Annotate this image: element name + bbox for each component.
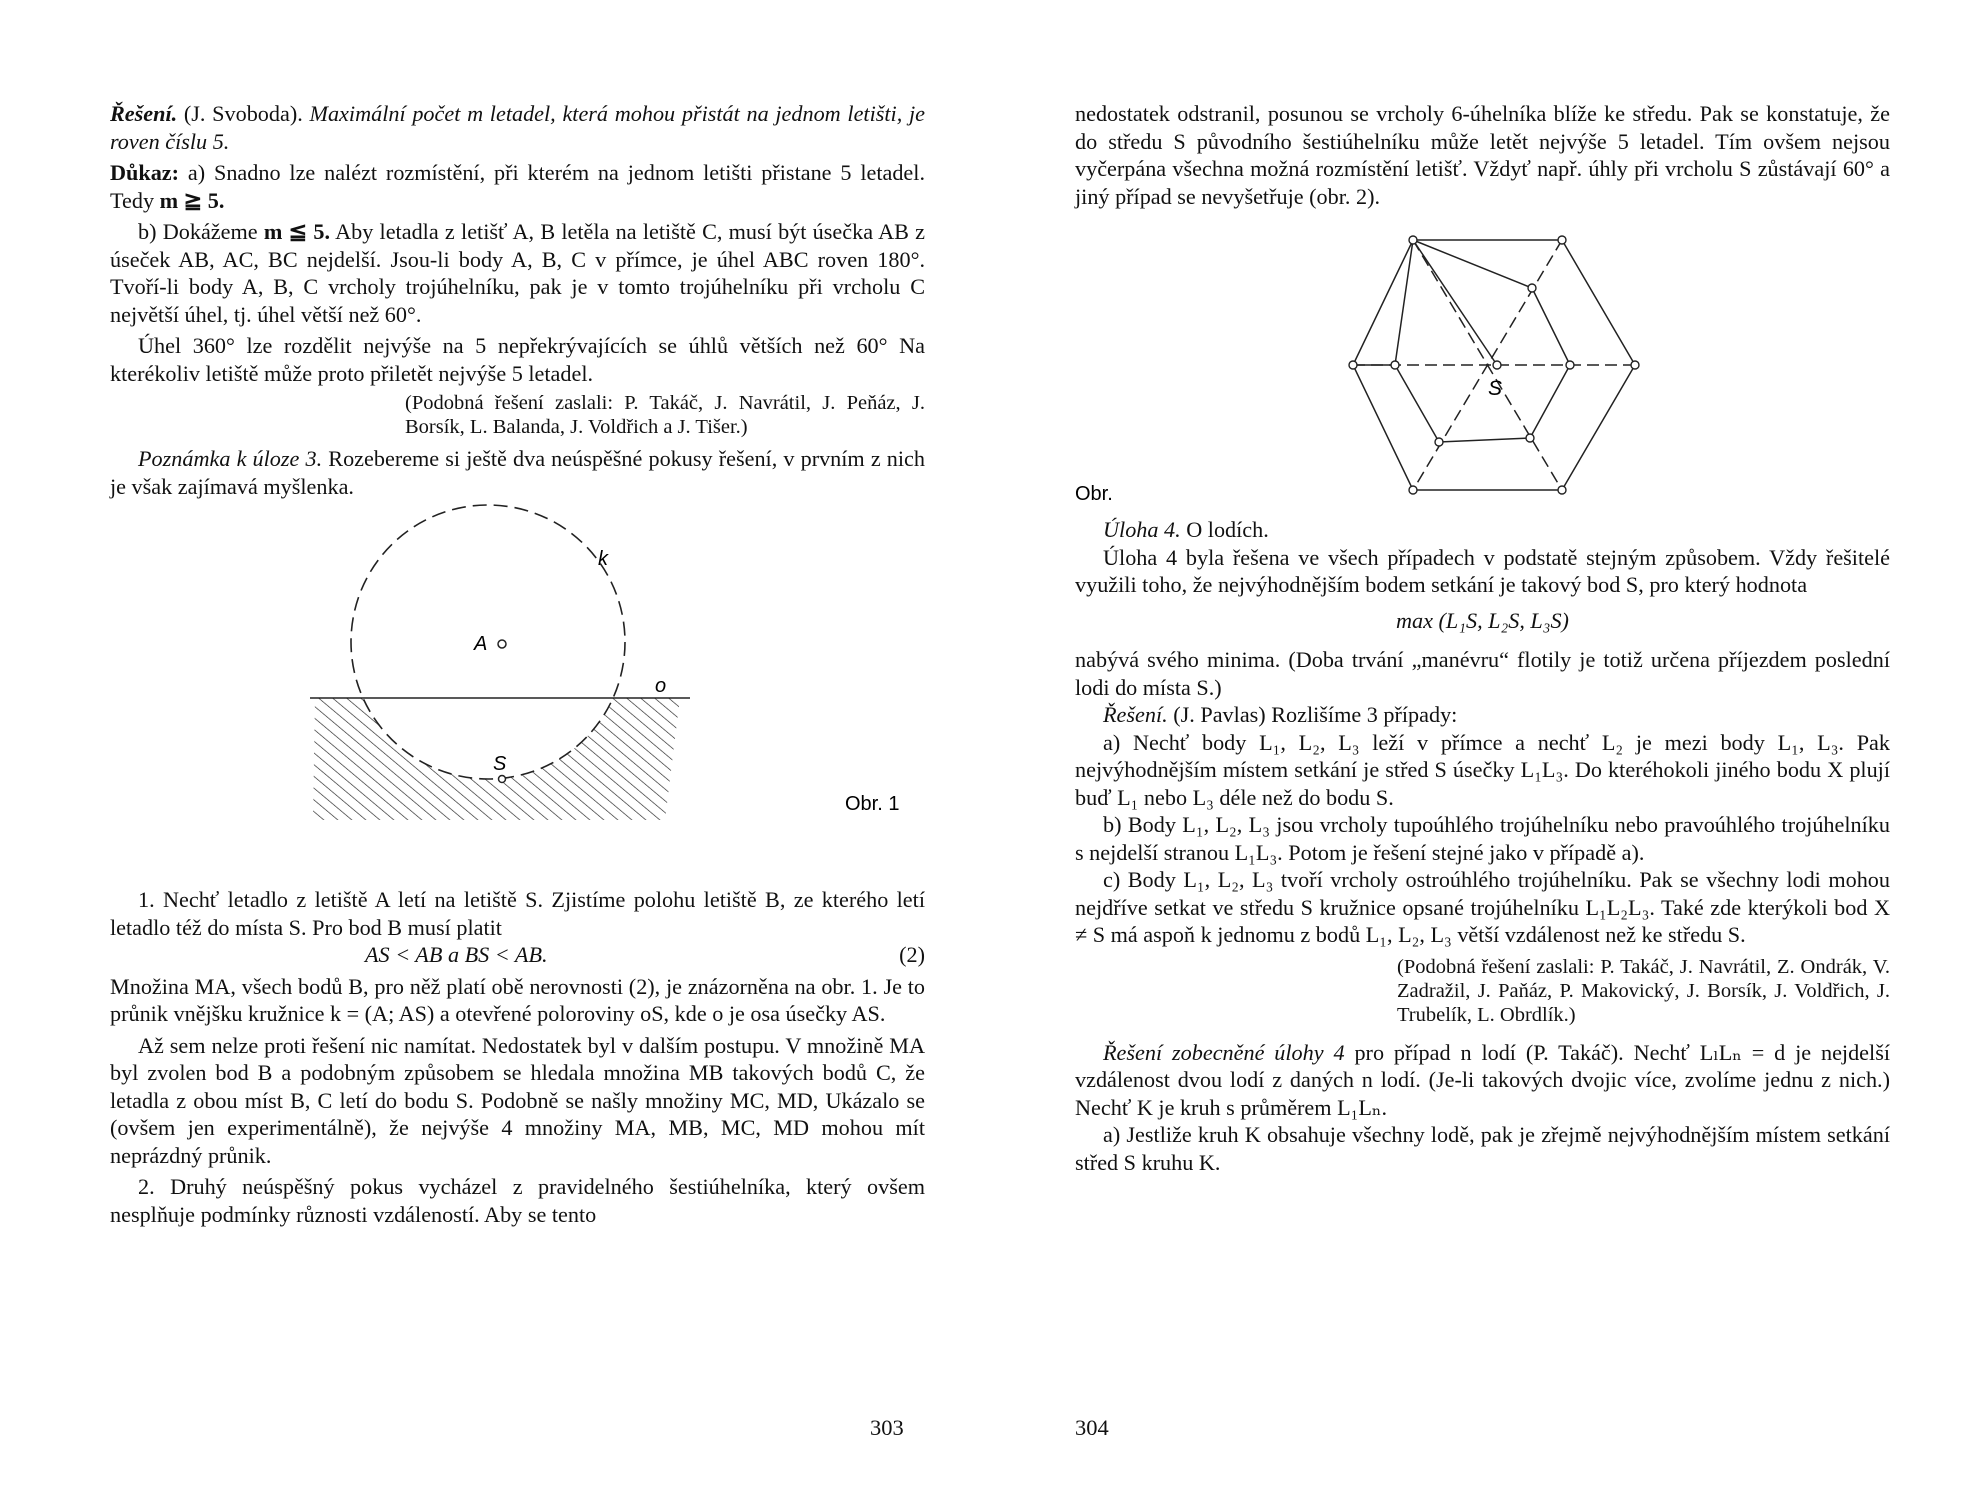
formula-2: AS < AB a BS < AB. bbox=[365, 942, 548, 967]
solution-paragraph bbox=[110, 100, 925, 155]
vertex-point bbox=[1409, 236, 1417, 244]
right-page bbox=[1075, 100, 1890, 1176]
proof-part-b bbox=[110, 218, 925, 328]
proof-a-text: a) Snadno lze nalézt rozmístění, při kterém na jednom letišti přistane 5 letadel. Tedy bbox=[110, 160, 925, 213]
generalized-paragraph bbox=[1075, 1039, 1890, 1122]
vertex-point bbox=[1391, 361, 1399, 369]
left-page bbox=[110, 100, 925, 1228]
pavlas-text: (J. Pavlas) Rozlišíme 3 případy: bbox=[1167, 702, 1458, 727]
solution-author: (J. Svoboda). bbox=[177, 101, 310, 126]
vertex-point bbox=[1526, 434, 1534, 442]
label-o: o bbox=[655, 675, 667, 697]
figure-1-caption: Obr. 1 bbox=[845, 793, 900, 815]
label-k: k bbox=[598, 548, 608, 570]
case-d-paragraph: a) Jestliže kruh K obsahuje všechny lodě, pak je zřejmě nejvýhodnějším místem setkání střed S kruhu K. bbox=[1075, 1122, 1890, 1175]
label-s: S bbox=[1488, 377, 1503, 400]
task-4-label: Úloha 4. bbox=[1103, 517, 1181, 542]
case-1-paragraph: 1. Nechť letadlo z letiště A letí na letiště S. Zjistíme polohu letiště B, ze kterého letí letadlo též do místa S. Pro bod B musí platit bbox=[110, 887, 925, 940]
continuation-paragraph: nedostatek odstranil, posunou se vrcholy 6-úhelníka blíže ke středu. Pak se konstatuje, že do středu S původního šestiúhelníku může letět nejvýše 5 letadel. Tím ovšem nejsou vyčerpána všechna možná rozmístění letišť. Vždyť např. úhly při vrcholu S zůstávají 60° a jiný případ se nevyšetřuje (obr. 2). bbox=[1075, 101, 1890, 209]
set-ma-paragraph: Množina MA, všech bodů B, pro něž platí obě nerovnosti (2), je znázorněna na obr. 1. Je to průnik vnějšku kružnice k = (A; AS) a otevřené poloroviny oS, kde o je osa úsečky AS. bbox=[110, 973, 925, 1026]
page-number-right: 304 bbox=[1075, 1415, 1109, 1440]
solution-claim: Maximální počet m letadel, která mohou přistát na jednom letišti, je roven číslu 5. bbox=[110, 101, 925, 154]
proof-a-inequality: m ≧ 5. bbox=[159, 187, 225, 213]
label-s: S bbox=[493, 753, 507, 775]
formula-2-row bbox=[110, 941, 925, 969]
radius-line bbox=[1413, 240, 1497, 365]
proof-b-prefix: b) Dokážeme bbox=[138, 219, 264, 244]
task-4-paragraph: Úloha 4 byla řešena ve všech případech v podstatě stejným způsobem. Vždy řešitelé využili toho, že nejvýhodnějším bodem setkání je takový bod S, pro který hodnota bbox=[1075, 544, 1890, 597]
case-a-paragraph: a) Nechť body L₁, L₂, L₃ leží v přímce a nechť L₂ je mezi body L₁, L₃. Pak nejvýhodnějším místem setkání je střed S úsečky L₁L₃. Do kteréhokoli jiného bodu X plují buď L₁ nebo L₃ déle než do bodu S. bbox=[1075, 729, 1890, 810]
generalized-label: Řešení zobecněné úlohy 4 bbox=[1103, 1039, 1345, 1065]
pavlas-solution bbox=[1075, 701, 1890, 729]
generalized-text: pro případ n lodí (P. Takáč). Nechť LₗLₙ = d je nejdelší vzdálenost dvou lodí z daných n lodí. (Je-li takových dvojic více, zvolíme jednu z nich.) Nechť K je kruh s průměrem L₁Lₙ. bbox=[1075, 1039, 1890, 1120]
max-formula-text: max (L₁S, L₂S, L₃S) bbox=[1396, 607, 1569, 633]
formula-2-number: (2) bbox=[899, 942, 925, 967]
circle-k bbox=[351, 505, 625, 779]
note-text: Rozebereme si ještě dva neúspěšné pokusy řešení, v prvním z nich je však zajímavá myšlenka. bbox=[110, 446, 925, 499]
credit-list: (Podobná řešení zaslali: P. Takáč, J. Navrátil, J. Peňáz, J. Borsík, L. Balanda, J. Voldřich a J. Tišer.) bbox=[405, 392, 925, 438]
minimum-paragraph: nabývá svého minima. (Doba trvání „manévru“ flotily je totiž určena příjezdem poslední lodi do místa S.) bbox=[1075, 647, 1890, 700]
objection-paragraph: Až sem nelze proti řešení nic namítat. Nedostatek byl v dalším postupu. V množině MA byl zvolen bod B a podobným způsobem se hledala množina MB takových bodů C, že letadla z obou míst B, C letí do bodu S. Podobně se našly množiny MC, MD, Ukázalo se (ovšem jen experimentálně), že nejvýše 4 množiny MA, MB, MC, MD mohou mít neprázdný průnik. bbox=[110, 1032, 925, 1168]
case-b-paragraph: b) Body L₁, L₂, L₃ jsou vrcholy tupoúhlého trojúhelníku nebo pravoúhlého trojúhelníku s nejdelší stranou L₁L₃. Potom je řešení stejné jako v případě a). bbox=[1075, 812, 1890, 865]
proof-part-a bbox=[110, 159, 925, 214]
vertex-point bbox=[1631, 361, 1639, 369]
label-a: A bbox=[474, 633, 488, 655]
point-s bbox=[499, 776, 506, 783]
max-formula bbox=[1075, 607, 1890, 635]
pavlas-label: Řešení. bbox=[1103, 702, 1168, 727]
vertex-point bbox=[1435, 438, 1443, 446]
inner-hexagon bbox=[1395, 240, 1570, 442]
proof-label: Důkaz: bbox=[110, 160, 180, 185]
figure-1 bbox=[110, 500, 925, 870]
angle-paragraph: Úhel 360° lze rozdělit nejvýše na 5 nepřekrývajících se úhlů větších než 60° Na kterékoliv letiště může proto přiletět nejvýše 5 letadel. bbox=[110, 333, 925, 386]
task-4-title: O lodích. bbox=[1180, 517, 1269, 542]
note-label: Poznámka k úloze 3. bbox=[138, 446, 323, 471]
vertex-point bbox=[1566, 361, 1574, 369]
figure-2-caption: Obr. bbox=[1075, 483, 1113, 505]
credit-list: (Podobná řešení zaslali: P. Takáč, J. Navrátil, Z. Ondrák, V. Zadražil, J. Paňáz, P. Makovický, J. Borsík, J. Voldřich, J. Trubelík, L. Obrdlík.) bbox=[1397, 955, 1890, 1026]
case-c-paragraph: c) Body L₁, L₂, L₃ tvoří vrcholy ostroúhlého trojúhelníku. Pak se všechny lodi mohou nejdříve setkat ve středu S kružnice opsané trojúhelníku L₁L₂L₃. Také zde kterýkoli bod X ≠ S má aspoň k jednomu z bodů L₁, L₂, L₃ větší vzdálenost než ke středu S. bbox=[1075, 867, 1890, 947]
vertex-point bbox=[1349, 361, 1357, 369]
figure-1-drawing bbox=[110, 500, 925, 870]
proof-b-inequality: m ≦ 5. bbox=[263, 219, 331, 244]
figure-2 bbox=[1075, 210, 1890, 510]
page-number-left: 303 bbox=[870, 1415, 904, 1440]
point-a bbox=[498, 640, 506, 648]
task-4-heading bbox=[1075, 516, 1890, 544]
proof-b-text: Aby letadla z letišť A, B letěla na letiště C, musí být úsečka AB z úseček AB, AC, BC nejdelší. Jsou-li body A, B, C v přímce, je úhel ABC roven 180°. Tvoří-li body A, B, C vrcholy trojúhelníku, pak je v tomto trojúhelníku při vrcholu C největší úhel, tj. úhel větší než 60°. bbox=[110, 219, 925, 327]
figure-2-drawing bbox=[1075, 210, 1890, 510]
vertex-point bbox=[1558, 236, 1566, 244]
vertex-point bbox=[1558, 486, 1566, 494]
vertex-point bbox=[1409, 486, 1417, 494]
solution-label: Řešení. bbox=[110, 101, 178, 126]
center-point-s bbox=[1493, 361, 1501, 369]
case-2-paragraph: 2. Druhý neúspěšný pokus vycházel z pravidelného šestiúhelníka, který ovšem nesplňuje podmínky různosti vzdáleností. Aby se tento bbox=[110, 1174, 925, 1227]
vertex-point bbox=[1528, 284, 1536, 292]
note-paragraph bbox=[110, 445, 925, 500]
